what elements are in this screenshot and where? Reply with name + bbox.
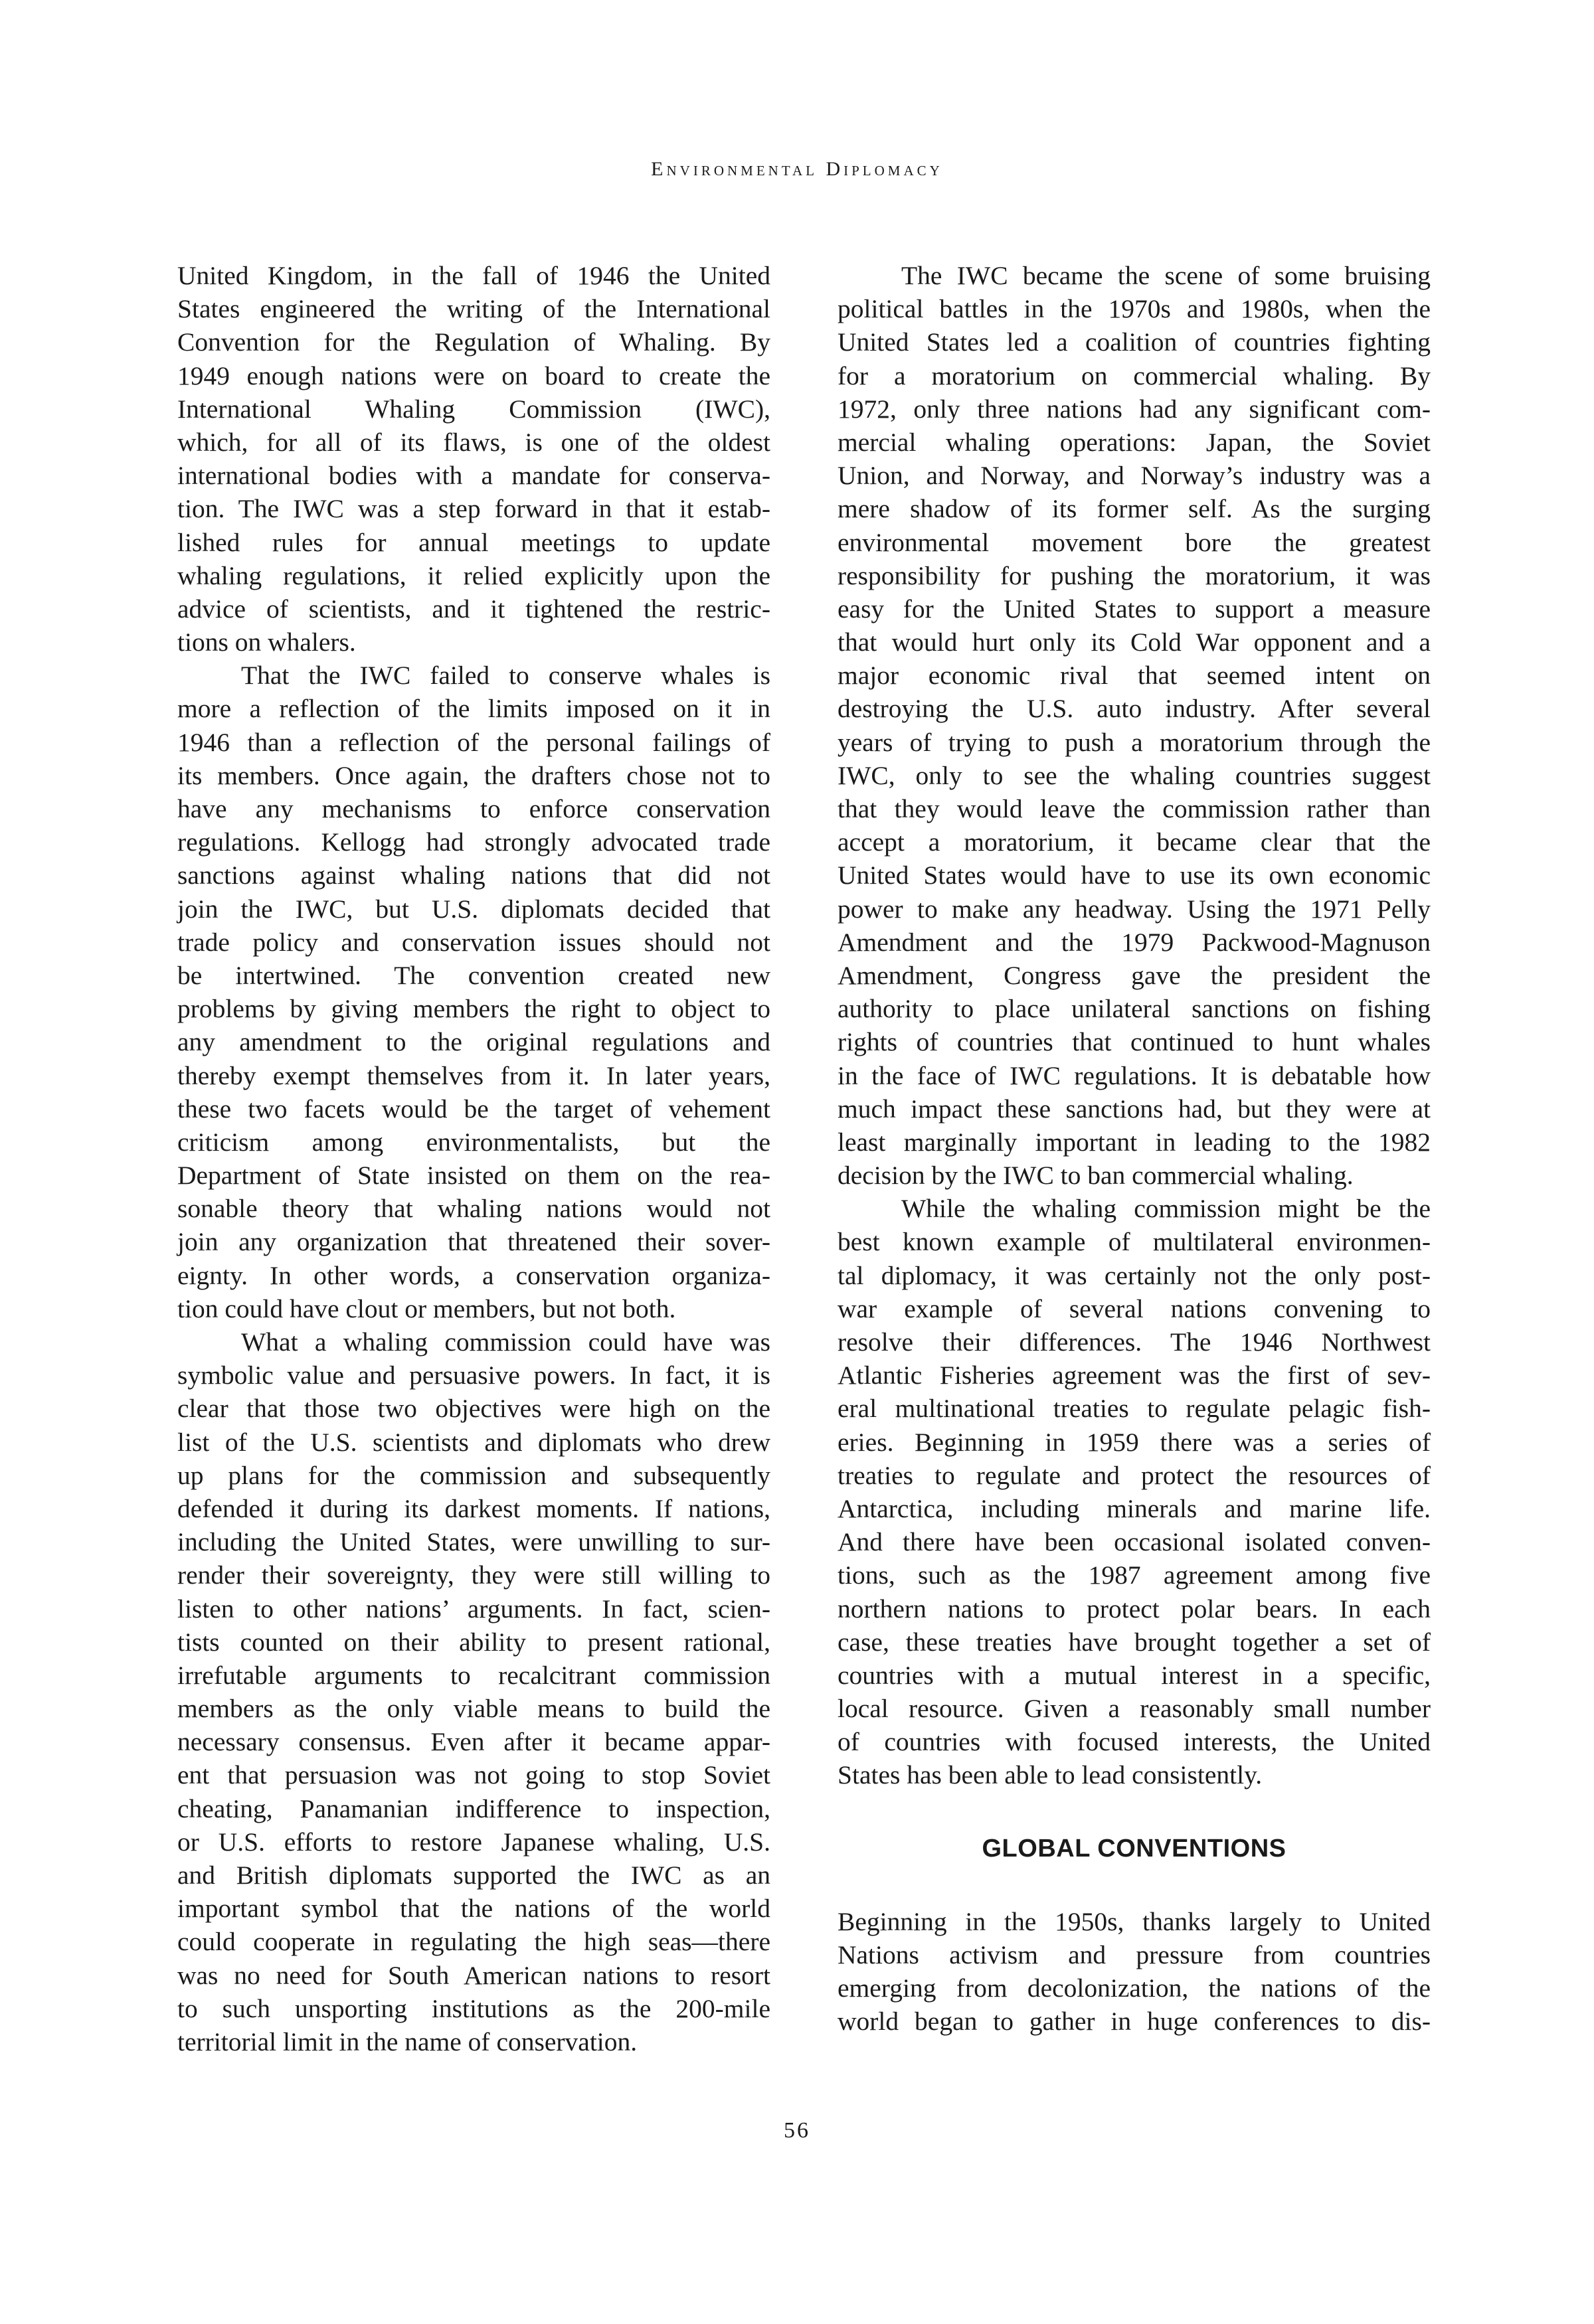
text-line: What a whaling commission could have was	[241, 1327, 770, 1357]
text-line: war example of several nations convening to	[838, 1293, 1431, 1323]
text-line: political battles in the 1970s and 1980s, when the	[838, 294, 1431, 324]
text-line: tions, such as the 1987 agreement among five	[838, 1560, 1431, 1590]
text-line: tists counted on their ability to present rational,	[177, 1627, 770, 1657]
text-line: local resource. Given a reasonably small number	[838, 1694, 1431, 1724]
text-line: countries with a mutual interest in a specific,	[838, 1660, 1431, 1690]
text-line: criticism among environmentalists, but the	[177, 1127, 770, 1157]
text-line: eries. Beginning in 1959 there was a series of	[838, 1427, 1431, 1457]
text-line: power to make any headway. Using the 1971 Pelly	[838, 894, 1431, 924]
text-line: render their sovereignty, they were still willing to	[177, 1560, 770, 1590]
text-line: States engineered the writing of the International	[177, 294, 770, 324]
text-line: territorial limit in the name of conservation.	[177, 2027, 638, 2056]
text-line: least marginally important in leading to the 1982	[838, 1127, 1431, 1157]
text-line: tions on whalers.	[177, 627, 356, 657]
text-line: mere shadow of its former self. As the surging	[838, 494, 1431, 524]
text-line: environmental movement bore the greatest	[838, 527, 1431, 557]
text-line: to such unsporting institutions as the 200-mile	[177, 1993, 770, 2023]
text-line: thereby exempt themselves from it. In later years,	[177, 1060, 770, 1090]
text-line: problems by giving members the right to object to	[177, 994, 770, 1024]
text-line: Convention for the Regulation of Whaling. By	[177, 327, 770, 357]
text-line: years of trying to push a moratorium through the	[838, 727, 1431, 757]
paragraph	[177, 259, 770, 659]
text-line: clear that those two objectives were high on the	[177, 1394, 770, 1424]
text-line: eignty. In other words, a conservation organiza-	[177, 1260, 770, 1290]
text-line: International Whaling Commission (IWC),	[177, 394, 770, 424]
text-line: regulations. Kellogg had strongly advocated trade	[177, 827, 770, 857]
text-line: IWC, only to see the whaling countries suggest	[838, 760, 1431, 790]
text-line: for a moratorium on commercial whaling. By	[838, 361, 1431, 390]
text-line: authority to place unilateral sanctions on fishing	[838, 994, 1431, 1024]
text-line: much impact these sanctions had, but they were at	[838, 1094, 1431, 1123]
text-line: destroying the U.S. auto industry. After several	[838, 694, 1431, 724]
text-line: eral multinational treaties to regulate pelagic fish-	[838, 1394, 1431, 1424]
text-line: was no need for South American nations to resort	[177, 1960, 770, 1990]
paragraph	[177, 1325, 770, 2058]
text-line: defended it during its darkest moments. If nations,	[177, 1493, 770, 1523]
text-line: responsibility for pushing the moratorium, it was	[838, 560, 1431, 590]
paragraph	[838, 1192, 1431, 1791]
text-line: whaling regulations, it relied explicitly upon the	[177, 560, 770, 590]
text-line: Amendment and the 1979 Packwood-Magnuson	[838, 927, 1431, 957]
text-line: tion could have clout or members, but not both.	[177, 1293, 676, 1323]
text-line: Atlantic Fisheries agreement was the first of sev-	[838, 1361, 1431, 1390]
text-line: case, these treaties have brought together a set of	[838, 1627, 1431, 1657]
text-line: up plans for the commission and subsequently	[177, 1460, 770, 1490]
running-head: Environmental Diplomacy	[651, 158, 943, 180]
paragraph	[177, 659, 770, 1325]
text-line: treaties to regulate and protect the resources of	[838, 1460, 1431, 1490]
text-line: these two facets would be the target of vehement	[177, 1094, 770, 1123]
text-line: accept a moratorium, it became clear that the	[838, 827, 1431, 857]
text-line: resolve their differences. The 1946 Northwest	[838, 1327, 1431, 1357]
text-line: that they would leave the commission rather than	[838, 794, 1431, 823]
text-line: members as the only viable means to build the	[177, 1694, 770, 1724]
paragraph	[838, 1905, 1431, 2038]
text-line: best known example of multilateral environmen-	[838, 1227, 1431, 1257]
paragraph	[838, 259, 1431, 1192]
text-line: and British diplomats supported the IWC as an	[177, 1861, 770, 1890]
text-line: that would hurt only its Cold War opponent and a	[838, 627, 1431, 657]
text-line: of countries with focused interests, the United	[838, 1727, 1431, 1757]
text-line: or U.S. efforts to restore Japanese whaling, U.S.	[177, 1827, 770, 1857]
text-line: tion. The IWC was a step forward in that it estab-	[177, 494, 770, 524]
text-line: ent that persuasion was not going to stop Soviet	[177, 1760, 770, 1790]
text-line: including the United States, were unwilling to sur-	[177, 1527, 770, 1557]
text-line: more a reflection of the limits imposed on it in	[177, 694, 770, 724]
text-line: advice of scientists, and it tightened the restric-	[177, 594, 770, 623]
text-line: be intertwined. The convention created new	[177, 960, 770, 990]
text-line: join any organization that threatened their sover-	[177, 1227, 770, 1257]
text-line: 1946 than a reflection of the personal failings of	[177, 727, 770, 757]
text-line: international bodies with a mandate for conserva-	[177, 461, 770, 491]
text-line: Amendment, Congress gave the president the	[838, 960, 1431, 990]
text-line: While the whaling commission might be the	[901, 1194, 1431, 1224]
page-number: 56	[784, 2118, 810, 2143]
text-line: its members. Once again, the drafters chose not to	[177, 760, 770, 790]
text-line: have any mechanisms to enforce conservation	[177, 794, 770, 823]
text-line: States has been able to lead consistently.	[838, 1760, 1263, 1790]
left-column	[177, 259, 770, 2058]
text-line: could cooperate in regulating the high seas—there	[177, 1927, 770, 1957]
text-line: United Kingdom, in the fall of 1946 the United	[177, 261, 770, 290]
text-line: listen to other nations’ arguments. In fact, scien-	[177, 1594, 770, 1623]
text-line: major economic rival that seemed intent on	[838, 661, 1431, 691]
text-line: northern nations to protect polar bears. In each	[838, 1594, 1431, 1623]
text-line: United States would have to use its own economic	[838, 861, 1431, 890]
text-line: That the IWC failed to conserve whales is	[241, 661, 770, 691]
text-line: easy for the United States to support a measure	[838, 594, 1431, 623]
text-line: emerging from decolonization, the nations of the	[838, 1973, 1431, 2003]
text-line: join the IWC, but U.S. diplomats decided that	[177, 894, 770, 924]
text-line: which, for all of its flaws, is one of the oldest	[177, 427, 770, 457]
text-line: Department of State insisted on them on the rea-	[177, 1161, 770, 1191]
text-line: 1949 enough nations were on board to create the	[177, 361, 770, 390]
text-line: Union, and Norway, and Norway’s industry was a	[838, 461, 1431, 491]
text-line: tal diplomacy, it was certainly not the only post-	[838, 1260, 1431, 1290]
right-column	[838, 259, 1431, 2038]
text-line: important symbol that the nations of the world	[177, 1894, 770, 1924]
text-line: Beginning in the 1950s, thanks largely to United	[838, 1906, 1431, 1936]
text-line: irrefutable arguments to recalcitrant commission	[177, 1660, 770, 1690]
text-line: world began to gather in huge conferences to dis-	[838, 2007, 1431, 2036]
text-line: lished rules for annual meetings to update	[177, 527, 770, 557]
section-heading: GLOBAL CONVENTIONS	[982, 1834, 1286, 1863]
text-line: The IWC became the scene of some bruising	[901, 261, 1431, 290]
text-line: Nations activism and pressure from countries	[838, 1940, 1431, 1969]
right-column-body	[838, 259, 1431, 1792]
text-line: 1972, only three nations had any significant com-	[838, 394, 1431, 424]
text-line: symbolic value and persuasive powers. In fact, it is	[177, 1361, 770, 1390]
text-line: United States led a coalition of countries fighting	[838, 327, 1431, 357]
text-line: decision by the IWC to ban commercial whaling.	[838, 1161, 1354, 1191]
text-line: necessary consensus. Even after it became appar-	[177, 1727, 770, 1757]
text-line: list of the U.S. scientists and diplomats who drew	[177, 1427, 770, 1457]
text-line: cheating, Panamanian indifference to inspection,	[177, 1793, 770, 1823]
text-line: trade policy and conservation issues should not	[177, 927, 770, 957]
text-line: sonable theory that whaling nations would not	[177, 1194, 770, 1224]
text-line: any amendment to the original regulations and	[177, 1027, 770, 1057]
text-line: in the face of IWC regulations. It is debatable how	[838, 1060, 1431, 1090]
text-line: Antarctica, including minerals and marine life.	[838, 1493, 1431, 1523]
text-line: rights of countries that continued to hunt whales	[838, 1027, 1431, 1057]
text-line: And there have been occasional isolated conven-	[838, 1527, 1431, 1557]
text-line: sanctions against whaling nations that did not	[177, 861, 770, 890]
text-line: mercial whaling operations: Japan, the Soviet	[838, 427, 1431, 457]
section-body	[838, 1905, 1431, 2038]
